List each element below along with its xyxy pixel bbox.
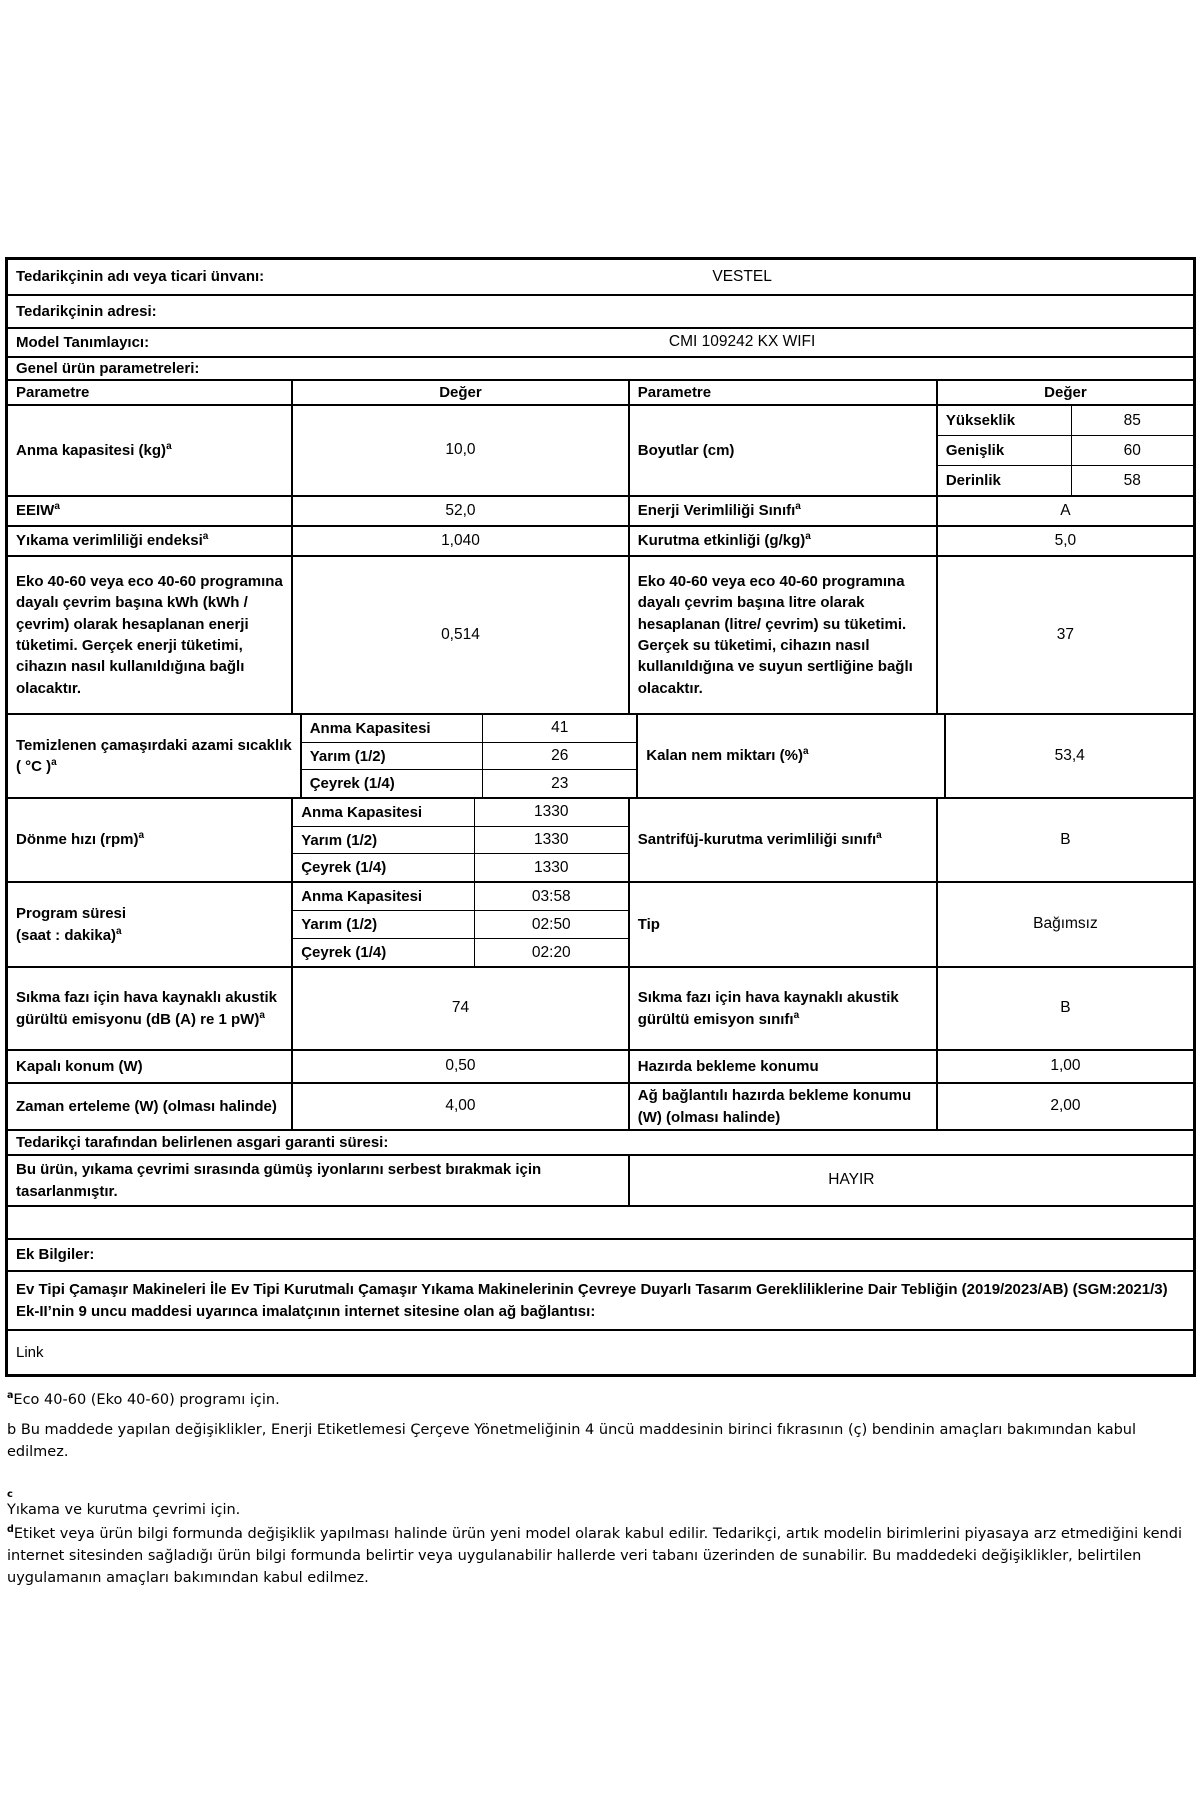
- moisture-label-cell: [636, 715, 944, 797]
- capacity-sup: a: [166, 440, 172, 452]
- duration-sup: a: [116, 925, 122, 937]
- row-washindex-dryingeff: [8, 527, 1193, 557]
- water-consumption-label: Eko 40-60 veya eco 40-60 programına dayalı çevrim başına litre olarak hesaplanan (litre/ çevrim) su tüketimi. Gerçek su tüketimi, cihazın nasıl kullanıldığına ve suyun sertliğine bağlı olacaktır.: [637, 573, 913, 697]
- spin-speed-half-value: 1330: [474, 827, 628, 854]
- spin-speed-half-label: Yarım (1/2): [301, 831, 378, 849]
- max-temp-label-line2: ( °C ): [16, 758, 52, 775]
- extra-info-label-cell: [8, 1240, 1193, 1270]
- wash-index-sup: a: [202, 531, 209, 543]
- wash-index-value-cell: [291, 527, 628, 555]
- footnotes: [7, 1390, 1193, 1597]
- model-label: Model Tanımlayıcı:: [16, 333, 150, 351]
- drying-eff-label-cell: [628, 527, 936, 555]
- row-model-identifier: [8, 329, 1193, 358]
- moisture-label: Kalan nem miktarı (%): [646, 747, 803, 765]
- max-temp-quarter-value: 23: [482, 770, 636, 797]
- type-label: Tip: [637, 915, 660, 933]
- supplier-name-value-cell: [291, 260, 1193, 294]
- website-link[interactable]: Link: [16, 1343, 44, 1361]
- water-consumption-label-cell: [628, 557, 936, 713]
- noise-class-label-cell: [628, 968, 936, 1049]
- energy-consumption-value: 0,514: [441, 625, 480, 643]
- footnote-c-text: Yıkama ve kurutma çevrimi için.: [7, 1502, 241, 1519]
- networked-standby-value-cell: [936, 1084, 1193, 1129]
- section-title: Genel ürün parametreleri:: [16, 359, 200, 377]
- header-parametre-left-text: Parametre: [16, 384, 90, 401]
- max-temp-row-rated: [302, 715, 637, 743]
- header-parametre-left: [8, 381, 291, 404]
- noise-class-label: Sıkma fazı için hava kaynaklı akustik gürültü emisyon sınıfı: [637, 989, 899, 1028]
- type-value-cell: [936, 883, 1193, 966]
- max-temp-subtable: [300, 715, 637, 797]
- off-mode-label: Kapalı konum (W): [16, 1057, 143, 1075]
- drying-eff-value: 5,0: [1054, 531, 1077, 549]
- max-temp-label-cell: [8, 715, 300, 797]
- duration-half-value: 02:50: [474, 911, 628, 938]
- link-cell: [8, 1331, 1193, 1374]
- regulation-text: Ev Tipi Çamaşır Makineleri İle Ev Tipi Kurutmalı Çamaşır Yıkama Makinelerinin Çevreye Duyarlı Tasarım Gerekliliklerine Dair Tebliğin (2019/2023/AB) (SGM:2021/3) Ek-II’nin 9 uncu maddesi uyarınca imalatçının internet sitesine olan ağ bağlantısı:: [16, 1281, 1168, 1320]
- networked-standby-value: 2,00: [1050, 1097, 1081, 1115]
- section-title-cell: [8, 358, 1193, 379]
- off-mode-value-cell: [291, 1051, 628, 1082]
- spin-speed-row-half: [293, 827, 628, 855]
- footnote-a-marker: a: [7, 1390, 14, 1402]
- supplier-address-label-cell: [8, 296, 291, 327]
- standby-value-cell: [936, 1051, 1193, 1082]
- noise-sup: a: [259, 1009, 265, 1021]
- regulation-label-cell: [8, 1272, 1193, 1329]
- spin-speed-quarter-value: 1330: [474, 854, 628, 881]
- silver-ions-label: Bu ürün, yıkama çevrimi sırasında gümüş iyonlarını serbest bırakmak için tasarlanmıştır.: [16, 1161, 542, 1200]
- dimension-height-value: 85: [1071, 406, 1193, 435]
- silver-ions-value-cell: [628, 1156, 1193, 1205]
- max-temp-rated-value: 41: [482, 715, 636, 742]
- row-maxtemp-moisture: [8, 715, 1193, 799]
- spin-class-value-cell: [936, 799, 1193, 881]
- capacity-value-cell: [291, 406, 628, 495]
- spin-speed-rated-value: 1330: [474, 799, 628, 826]
- row-silver-ions: [8, 1156, 1193, 1207]
- energy-consumption-label-cell: [8, 557, 291, 713]
- noise-label-cell: [8, 968, 291, 1049]
- footnote-b-text: b Bu maddede yapılan değişiklikler, Enerji Etiketlemesi Çerçeve Yönetmeliğinin 4 üncü maddesinin birinci fıkrasının (ç) bendinin amaçları bakımından kabul edilmez.: [7, 1421, 1137, 1460]
- capacity-label: Anma kapasitesi (kg): [16, 441, 167, 459]
- eeiw-sup: a: [54, 501, 60, 513]
- drying-eff-value-cell: [936, 527, 1193, 555]
- supplier-name-label-cell: [8, 260, 291, 294]
- delay-value: 4,00: [445, 1097, 476, 1115]
- spin-speed-rated-label: Anma Kapasitesi: [301, 803, 423, 821]
- spin-speed-label: Dönme hızı (rpm): [16, 831, 139, 849]
- noise-class-value: B: [1060, 999, 1071, 1017]
- header-parametre-right-text: Parametre: [637, 384, 712, 401]
- duration-rated-value: 03:58: [474, 883, 628, 910]
- header-deger-right-text: Değer: [1044, 384, 1087, 401]
- max-temp-label-line1: Temizlenen çamaşırdaki azami sıcaklık: [16, 736, 292, 754]
- eeiw-value: 52,0: [445, 501, 476, 519]
- max-temp-row-quarter: [302, 770, 637, 797]
- energy-class-value-cell: [936, 497, 1193, 525]
- silver-ions-label-cell: [8, 1156, 628, 1205]
- dimensions-label: Boyutlar (cm): [637, 441, 735, 459]
- model-value-cell: [291, 329, 1193, 356]
- row-energy-water-consumption: [8, 557, 1193, 715]
- dimension-width-value: 60: [1071, 436, 1193, 465]
- wash-index-label: Yıkama verimliliği endeksi: [16, 532, 203, 550]
- networked-standby-label: Ağ bağlantılı hazırda bekleme konumu (W) (olması halinde): [637, 1087, 912, 1126]
- energy-class-sup: a: [795, 501, 801, 513]
- drying-eff-label: Kurutma etkinliği (g/kg): [637, 532, 806, 550]
- footnote-a-text: Eco 40-60 (Eko 40-60) programı için.: [13, 1392, 280, 1408]
- spin-class-sup: a: [876, 830, 882, 842]
- duration-half-label: Yarım (1/2): [301, 916, 378, 933]
- duration-label-line2: (saat : dakika): [16, 926, 117, 944]
- capacity-label-cell: [8, 406, 291, 495]
- spin-speed-row-quarter: [293, 854, 628, 881]
- duration-subtable: [291, 883, 628, 966]
- row-noise-noiseclass: [8, 968, 1193, 1051]
- dimension-row-height: [938, 406, 1193, 436]
- noise-class-value-cell: [936, 968, 1193, 1049]
- energy-class-value: A: [1060, 501, 1071, 519]
- dimension-height-label: Yükseklik: [945, 412, 1016, 429]
- off-mode-value: 0,50: [445, 1057, 476, 1075]
- delay-label-cell: [8, 1084, 291, 1129]
- moisture-value-cell: [944, 715, 1193, 797]
- row-column-headers: [8, 381, 1193, 406]
- noise-value-cell: [291, 968, 628, 1049]
- duration-row-quarter: [293, 939, 628, 966]
- drying-eff-sup: a: [805, 531, 811, 543]
- row-spinspeed-spinclass: [8, 799, 1193, 883]
- spin-class-label-cell: [628, 799, 936, 881]
- footnote-c: [7, 1500, 1193, 1522]
- silver-ions-value: HAYIR: [828, 1171, 875, 1189]
- max-temp-rated-label: Anma Kapasitesi: [309, 719, 431, 737]
- max-temp-quarter-label: Çeyrek (1/4): [309, 775, 395, 793]
- spin-speed-subtable: [291, 799, 628, 881]
- standby-value: 1,00: [1050, 1057, 1081, 1075]
- water-consumption-value: 37: [1056, 625, 1075, 643]
- water-consumption-value-cell: [936, 557, 1193, 713]
- duration-quarter-value: 02:20: [474, 939, 628, 966]
- row-link: [8, 1331, 1193, 1374]
- dimension-width-label: Genişlik: [945, 442, 1005, 459]
- header-deger-left: [291, 381, 628, 404]
- header-deger-right: [936, 381, 1193, 404]
- max-temp-half-value: 26: [482, 743, 636, 770]
- duration-quarter-label: Çeyrek (1/4): [301, 944, 387, 961]
- energy-class-label: Enerji Verimliliği Sınıfı: [637, 502, 796, 520]
- row-section-title: [8, 358, 1193, 381]
- footnote-d-text: Etiket veya ürün bilgi formunda değişiklik yapılması halinde ürün yeni model olarak kabul edilir. Tedarikçi, artık modelin birimlerini piyasaya arz etmediğini kendi internet sitesinden sağladığı ürün bilgi formunda belirtir veya uygulanabilir hallerde veri tabanı üzerinden de sunabilir. Bu maddedeki değişiklikler, belirtilen uygulamanın amaçları bakımından kabul edilmez.: [7, 1526, 1182, 1586]
- row-regulation: [8, 1272, 1193, 1331]
- delay-value-cell: [291, 1084, 628, 1129]
- standby-label-cell: [628, 1051, 936, 1082]
- type-value: Bağımsız: [1033, 915, 1098, 933]
- spin-speed-row-rated: [293, 799, 628, 827]
- extra-info-label: Ek Bilgiler:: [16, 1246, 95, 1264]
- max-temp-row-half: [302, 743, 637, 771]
- supplier-name-value: VESTEL: [712, 267, 772, 285]
- footnote-d: [7, 1524, 1193, 1589]
- spin-speed-quarter-label: Çeyrek (1/4): [301, 859, 387, 877]
- energy-class-label-cell: [628, 497, 936, 525]
- spin-speed-label-cell: [8, 799, 291, 881]
- dimension-row-width: [938, 436, 1193, 466]
- supplier-address-label: Tedarikçinin adresi:: [16, 302, 157, 320]
- delay-label: Zaman erteleme (W) (olması halinde): [16, 1097, 277, 1115]
- networked-standby-label-cell: [628, 1084, 936, 1129]
- row-delay-networkedstandby: [8, 1084, 1193, 1131]
- row-supplier-name: [8, 260, 1193, 296]
- header-deger-left-text: Değer: [439, 384, 482, 401]
- duration-label-cell: [8, 883, 291, 966]
- duration-row-half: [293, 911, 628, 939]
- type-label-cell: [628, 883, 936, 966]
- supplier-name-label: Tedarikçinin adı veya ticari ünvanı:: [16, 268, 265, 286]
- moisture-value: 53,4: [1054, 746, 1085, 764]
- product-fiche-table: [5, 257, 1196, 1377]
- dimensions-subtable: [936, 406, 1193, 495]
- footnote-a: [7, 1390, 1193, 1412]
- duration-label-line1: Program süresi: [16, 905, 127, 923]
- dimension-row-depth: [938, 466, 1193, 495]
- row-duration-type: [8, 883, 1193, 968]
- max-temp-half-label: Yarım (1/2): [309, 747, 386, 765]
- duration-row-rated: [293, 883, 628, 911]
- noise-class-sup: a: [793, 1009, 800, 1021]
- noise-value: 74: [451, 999, 470, 1017]
- row-capacity-dimensions: [8, 406, 1193, 497]
- noise-label: Sıkma fazı için hava kaynaklı akustik gürültü emisyonu (dB (A) re 1 pW): [16, 989, 277, 1028]
- row-empty-spacer: [8, 1207, 1193, 1240]
- row-extra-info: [8, 1240, 1193, 1272]
- wash-index-value: 1,040: [441, 531, 480, 549]
- footnote-b: [7, 1420, 1193, 1464]
- wash-index-label-cell: [8, 527, 291, 555]
- eeiw-label-cell: [8, 497, 291, 525]
- standby-label: Hazırda bekleme konumu: [637, 1057, 819, 1075]
- row-warranty: [8, 1131, 1193, 1156]
- row-offmode-standby: [8, 1051, 1193, 1084]
- off-mode-label-cell: [8, 1051, 291, 1082]
- warranty-label: Tedarikçi tarafından belirlenen asgari garanti süresi:: [16, 1133, 389, 1151]
- moisture-sup: a: [802, 746, 809, 758]
- eeiw-label: EEIW: [16, 502, 55, 520]
- row-eeiw-energyclass: [8, 497, 1193, 527]
- max-temp-sup: a: [51, 757, 57, 768]
- dimensions-label-cell: [628, 406, 936, 495]
- spin-class-value: B: [1060, 830, 1071, 848]
- empty-spacer-cell: [8, 1207, 1193, 1238]
- footnote-c-marker: c: [7, 1489, 13, 1501]
- energy-consumption-label: Eko 40-60 veya eco 40-60 programına dayalı çevrim başına kWh (kWh / çevrim) olarak hesaplanan enerji tüketimi. Gerçek enerji tüketimi, cihazın nasıl kullanıldığına bağlı olacaktır.: [16, 573, 283, 697]
- warranty-label-cell: [8, 1131, 1193, 1154]
- supplier-address-value-cell: [291, 296, 1193, 327]
- model-label-cell: [8, 329, 291, 356]
- dimension-depth-value: 58: [1071, 466, 1193, 495]
- duration-rated-label: Anma Kapasitesi: [301, 888, 423, 905]
- footnote-d-marker: d: [7, 1524, 14, 1536]
- capacity-value: 10,0: [445, 441, 476, 459]
- dimension-depth-label: Derinlik: [945, 472, 1001, 489]
- energy-consumption-value-cell: [291, 557, 628, 713]
- eeiw-value-cell: [291, 497, 628, 525]
- model-value: CMI 109242 KX WIFI: [668, 333, 816, 351]
- header-parametre-right: [628, 381, 936, 404]
- spin-class-label: Santrifüj-kurutma verimliliği sınıfı: [637, 831, 877, 849]
- row-supplier-address: [8, 296, 1193, 329]
- spin-speed-sup: a: [138, 830, 145, 842]
